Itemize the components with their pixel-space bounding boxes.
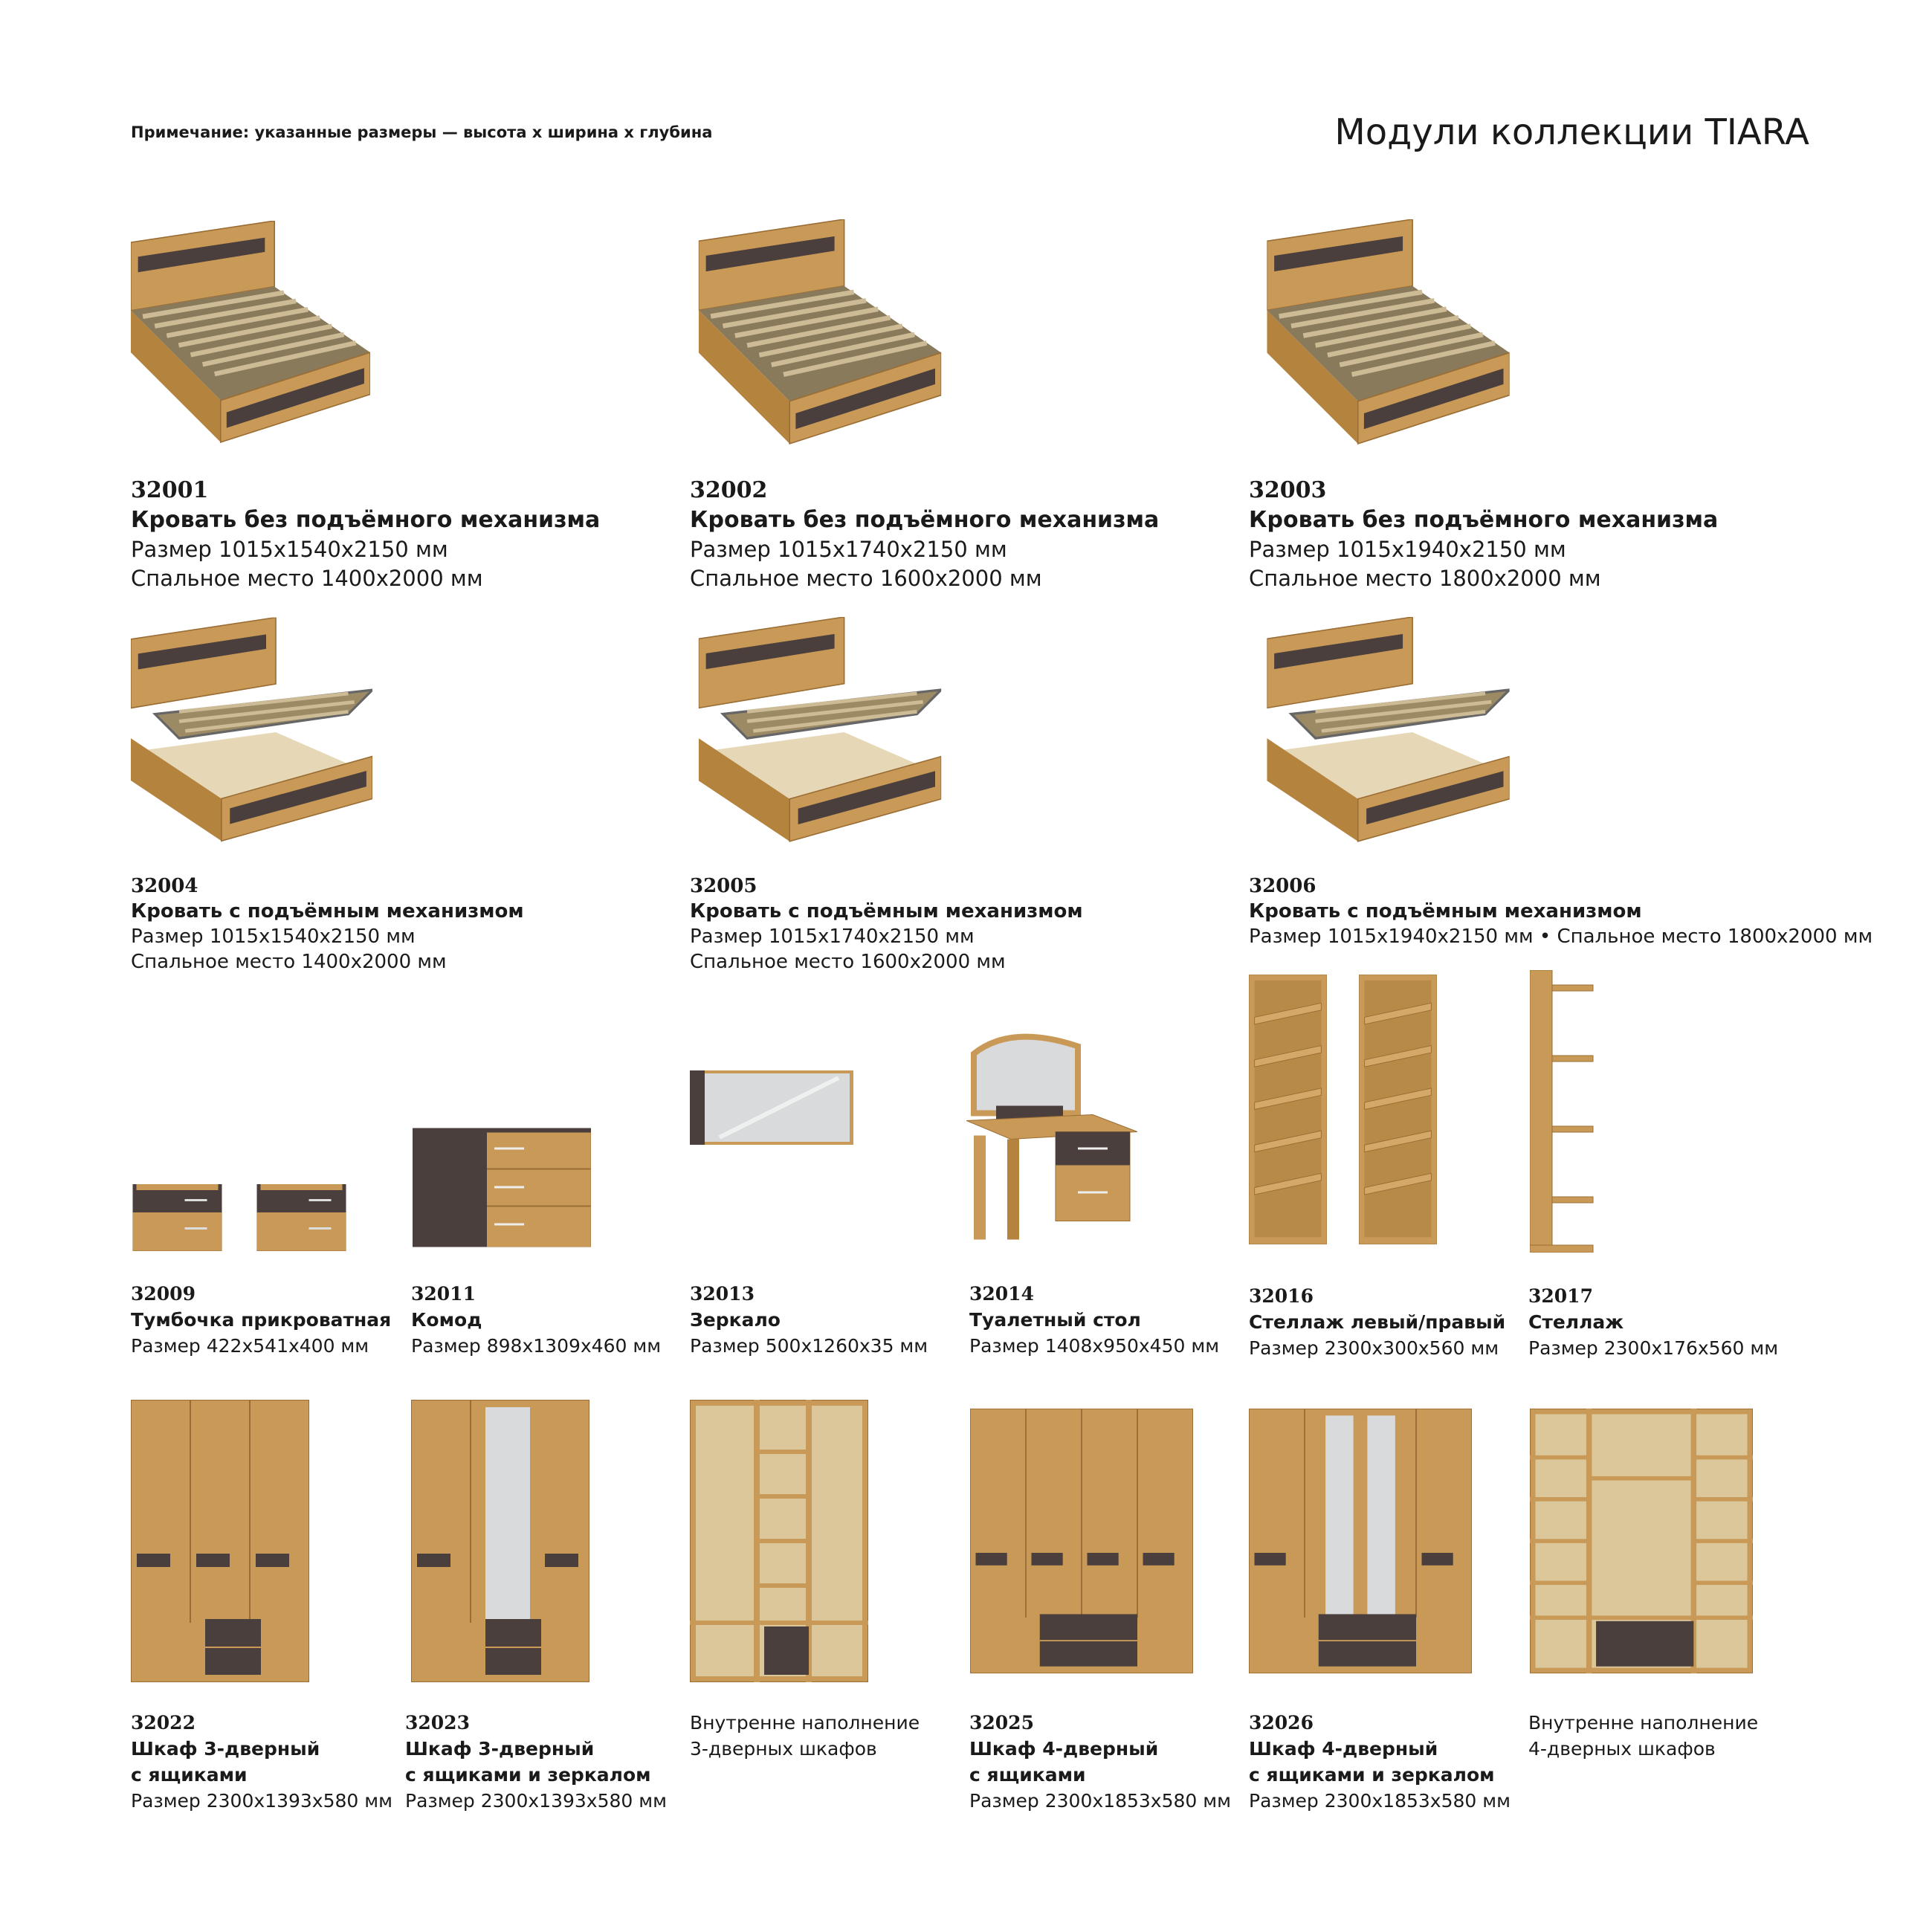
product-sleep-size: Спальное место 1800х2000 мм xyxy=(1249,566,1601,591)
product-code: 32026 xyxy=(1249,1712,1314,1734)
product-size: Размер 2300х1393х580 мм xyxy=(131,1790,392,1812)
bed-32001-image xyxy=(131,219,370,450)
bed-32003-image xyxy=(1249,219,1528,450)
caption-32017 xyxy=(1528,1283,1796,1361)
product-sleep-size: Спальное место 1400х2000 мм xyxy=(131,951,447,973)
product-name: Шкаф 3-дверный xyxy=(405,1738,595,1760)
product-code: 32016 xyxy=(1249,1285,1314,1307)
bed-32002-image xyxy=(690,219,950,450)
nightstand-image-1 xyxy=(131,1184,224,1251)
product-sleep-size: Спальное место 1600х2000 мм xyxy=(690,951,1006,973)
caption-32025 xyxy=(969,1710,1237,1814)
product-name: Кровать без подъёмного механизма xyxy=(1249,507,1719,533)
wardrobe-32023-image xyxy=(411,1400,589,1682)
wardrobe-32022-image xyxy=(131,1400,309,1682)
caption-32004 xyxy=(131,873,651,975)
product-size: Размер 1015х1740х2150 мм xyxy=(690,925,975,948)
bed-32006-image xyxy=(1249,617,1528,847)
product-size: Размер 1408х950х450 мм xyxy=(969,1335,1220,1357)
product-name-line2: с ящиками xyxy=(131,1764,248,1786)
caption-interior-3 xyxy=(690,1710,957,1762)
product-name: Тумбочка прикроватная xyxy=(131,1309,392,1331)
interior-4-door-image xyxy=(1530,1400,1753,1682)
product-name-line2: с ящиками и зеркалом xyxy=(1249,1764,1495,1786)
product-sleep-size: Спальное место 1400х2000 мм xyxy=(131,566,483,591)
product-code: 32002 xyxy=(690,477,768,503)
product-code: 32001 xyxy=(131,477,209,503)
caption-32022 xyxy=(131,1710,398,1814)
caption-32006 xyxy=(1249,873,1873,949)
product-sleep-size: Спальное место 1600х2000 мм xyxy=(690,566,1042,591)
product-size: Размер 2300х176х560 мм xyxy=(1528,1337,1779,1359)
product-size: Размер 500х1260х35 мм xyxy=(690,1335,928,1357)
rack-image xyxy=(1530,970,1597,1253)
product-code: 32025 xyxy=(969,1712,1034,1734)
product-size: Размер 2300х1393х580 мм xyxy=(405,1790,667,1812)
interior-3-door-image xyxy=(690,1400,868,1682)
product-size: Размер 2300х1853х580 мм xyxy=(969,1790,1231,1812)
product-name: Кровать без подъёмного механизма xyxy=(690,507,1160,533)
product-name: Туалетный стол xyxy=(969,1309,1141,1331)
caption-interior-4 xyxy=(1528,1710,1796,1762)
bed-32005-image xyxy=(690,617,950,847)
mirror-image xyxy=(690,1070,853,1145)
wardrobe-32026-image xyxy=(1249,1400,1472,1682)
page-title: Модули коллекции TIARA xyxy=(1334,112,1809,153)
product-size: Размер 1015х1740х2150 мм xyxy=(690,537,1007,562)
product-name-line2: с ящиками и зеркалом xyxy=(405,1764,651,1786)
product-code: 32003 xyxy=(1249,477,1327,503)
product-code: 32004 xyxy=(131,875,198,897)
product-name: Кровать с подъёмным механизмом xyxy=(131,900,524,923)
product-name: Кровать с подъёмным механизмом xyxy=(690,900,1083,923)
caption-32005 xyxy=(690,873,1210,975)
caption-32001 xyxy=(131,476,651,593)
product-size: Размер 1015х1540х2150 мм xyxy=(131,925,416,948)
product-code: 32005 xyxy=(690,875,757,897)
wardrobe-32025-image xyxy=(970,1400,1193,1682)
caption-32016 xyxy=(1249,1283,1524,1361)
interior-note: Внутренне наполнение xyxy=(690,1712,920,1734)
product-size: Размер 422х541х400 мм xyxy=(131,1335,369,1357)
caption-32026 xyxy=(1249,1710,1524,1814)
product-size: Размер 2300х300х560 мм xyxy=(1249,1337,1499,1359)
product-name: Шкаф 4-дверный xyxy=(969,1738,1159,1760)
nightstand-image-2 xyxy=(255,1184,348,1251)
chest-of-drawers-image xyxy=(413,1126,591,1249)
product-name: Шкаф 4-дверный xyxy=(1249,1738,1438,1760)
product-size: Размер 1015х1940х2150 мм xyxy=(1249,537,1566,562)
corner-rack-right-image xyxy=(1359,966,1437,1253)
vanity-table-image xyxy=(966,1030,1137,1241)
caption-32009 xyxy=(131,1281,398,1359)
product-code: 32006 xyxy=(1249,875,1316,897)
product-name: Кровать с подъёмным механизмом xyxy=(1249,900,1642,923)
product-code: 32013 xyxy=(690,1283,755,1305)
product-code: 32017 xyxy=(1528,1285,1593,1307)
caption-32013 xyxy=(690,1281,957,1359)
caption-32023 xyxy=(405,1710,680,1814)
caption-32003 xyxy=(1249,476,1769,593)
product-name-line2: с ящиками xyxy=(969,1764,1086,1786)
product-code: 32014 xyxy=(969,1283,1034,1305)
product-size: Размер 1015х1940х2150 мм • Спальное место 1800х2000 мм xyxy=(1249,925,1873,948)
product-code: 32011 xyxy=(411,1283,476,1305)
product-size: Размер 898х1309х460 мм xyxy=(411,1335,662,1357)
product-code: 32022 xyxy=(131,1712,196,1734)
dimension-note: Примечание: указанные размеры — высота х ширина х глубина xyxy=(131,123,713,141)
product-size: Размер 2300х1853х580 мм xyxy=(1249,1790,1511,1812)
product-size: Размер 1015х1540х2150 мм xyxy=(131,537,448,562)
product-code: 32023 xyxy=(405,1712,470,1734)
interior-note: Внутренне наполнение xyxy=(1528,1712,1759,1734)
product-name: Стеллаж левый/правый xyxy=(1249,1311,1506,1333)
caption-32002 xyxy=(690,476,1210,593)
product-name: Шкаф 3-дверный xyxy=(131,1738,320,1760)
product-name: Стеллаж xyxy=(1528,1311,1624,1333)
caption-32014 xyxy=(969,1281,1237,1359)
product-name: Комод xyxy=(411,1309,482,1331)
interior-note-line2: 4-дверных шкафов xyxy=(1528,1738,1716,1760)
bed-32004-image xyxy=(131,617,372,847)
corner-rack-left-image xyxy=(1249,966,1327,1253)
product-code: 32009 xyxy=(131,1283,196,1305)
interior-note-line2: 3-дверных шкафов xyxy=(690,1738,877,1760)
product-name: Кровать без подъёмного механизма xyxy=(131,507,601,533)
product-name: Зеркало xyxy=(690,1309,781,1331)
caption-32011 xyxy=(411,1281,679,1359)
